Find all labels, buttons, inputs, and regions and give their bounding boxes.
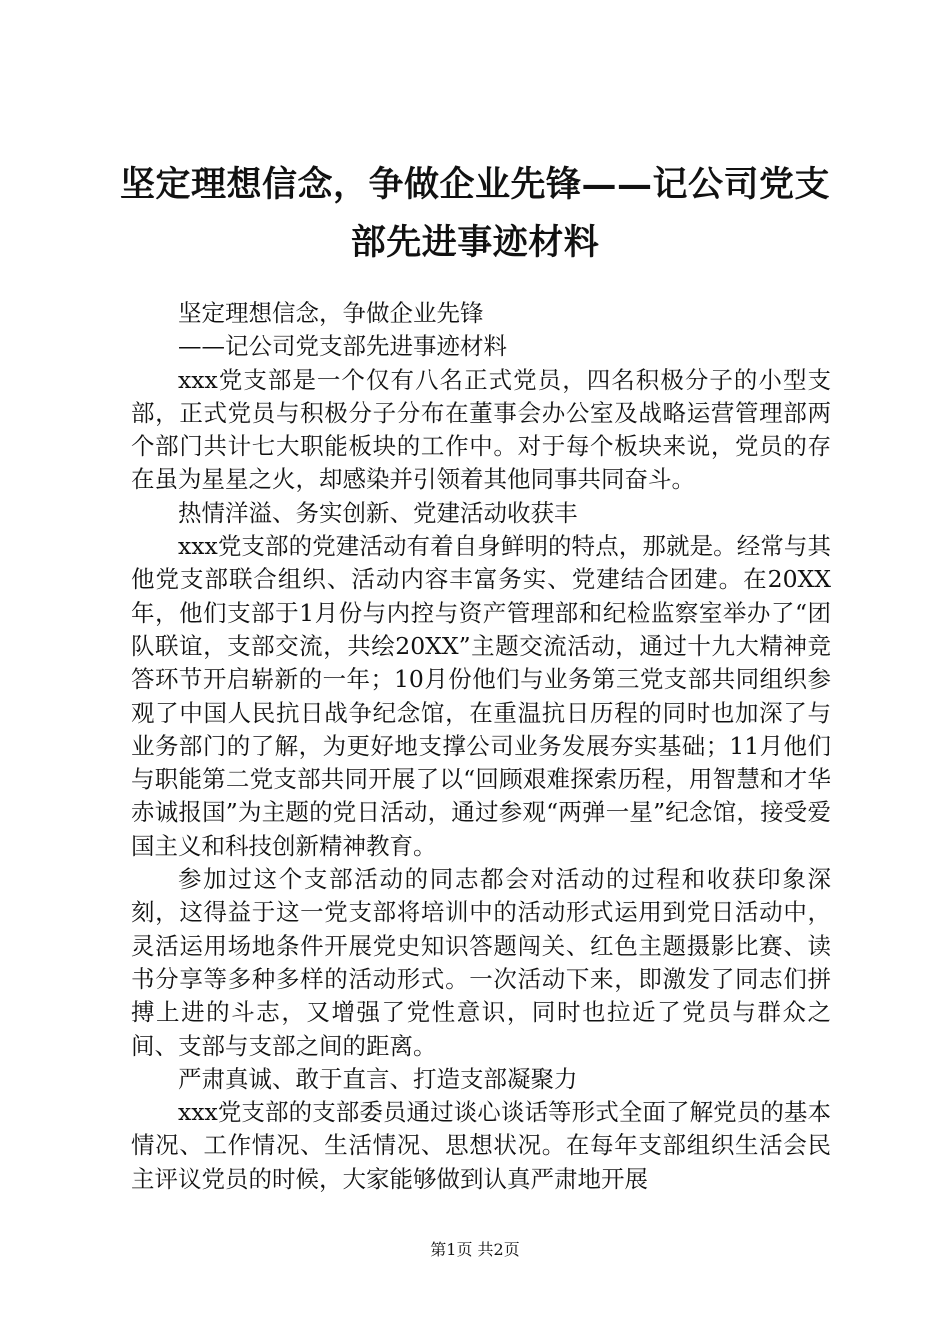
subtitle-line-2: ——记公司党支部先进事迹材料 [178,332,507,361]
document-title-line-1: 坚定理想信念，争做企业先锋——记公司党支 [119,164,830,205]
section-heading: 严肃真诚、敢于直言、打造支部凝聚力 [178,1064,578,1093]
document-title-line-2: 部先进事迹材料 [350,222,600,263]
page-footer: 第1页 共2页 [430,1240,520,1259]
document-body [131,297,831,1196]
body-paragraph: xxx党支部是一个仅有八名正式党员，四名积极分子的小型支部，正式党员与积极分子分布在董事会办公室及战略运营管理部两个部门共计七大职能板块的工作中。对于每个板块来说，党员的存在虽为星星之火，却感染并引领着其他同事共同奋斗。 [131,365,831,494]
subtitle-line-1: 坚定理想信念，争做企业先锋 [178,299,484,327]
section-heading: 热情洋溢、务实创新、党建活动收获丰 [178,498,578,527]
body-paragraph: xxx党支部的党建活动有着自身鲜明的特点，那就是。经常与其他党支部联合组织、活动内容丰富务实、党建结合团建。在20XX年，他们支部于1月份与内控与资产管理部和纪检监察室举办了“团队联谊，支部交流，共绘20XX”主题交流活动，通过十九大精神竞答环节开启崭新的一年；10月份他们与业务第三党支部共同组织参观了中国人民抗日战争纪念馆，在重温抗日历程的同时也加深了与业务部门的了解，为更好地支撑公司业务发展夯实基础；11月他们与职能第二党支部共同开展了以“回顾艰难探索历程，用智慧和才华赤诚报国”为主题的党日活动，通过参观“两弹一星”纪念馆，接受爱国主义和科技创新精神教育。 [131,532,831,860]
body-paragraph: xxx党支部的支部委员通过谈心谈话等形式全面了解党员的基本情况、工作情况、生活情况、思想状况。在每年支部组织生活会民主评议党员的时候，大家能够做到认真严肃地开展 [131,1098,831,1193]
body-paragraph: 参加过这个支部活动的同志都会对活动的过程和收获印象深刻，这得益于这一党支部将培训中的活动形式运用到党日活动中，灵活运用场地条件开展党史知识答题闯关、红色主题摄影比赛、读书分享等多种多样的活动形式。一次活动下来，即激发了同志们拼搏上进的斗志，又增强了党性意识，同时也拉近了党员与群众之间、支部与支部之间的距离。 [131,865,831,1060]
